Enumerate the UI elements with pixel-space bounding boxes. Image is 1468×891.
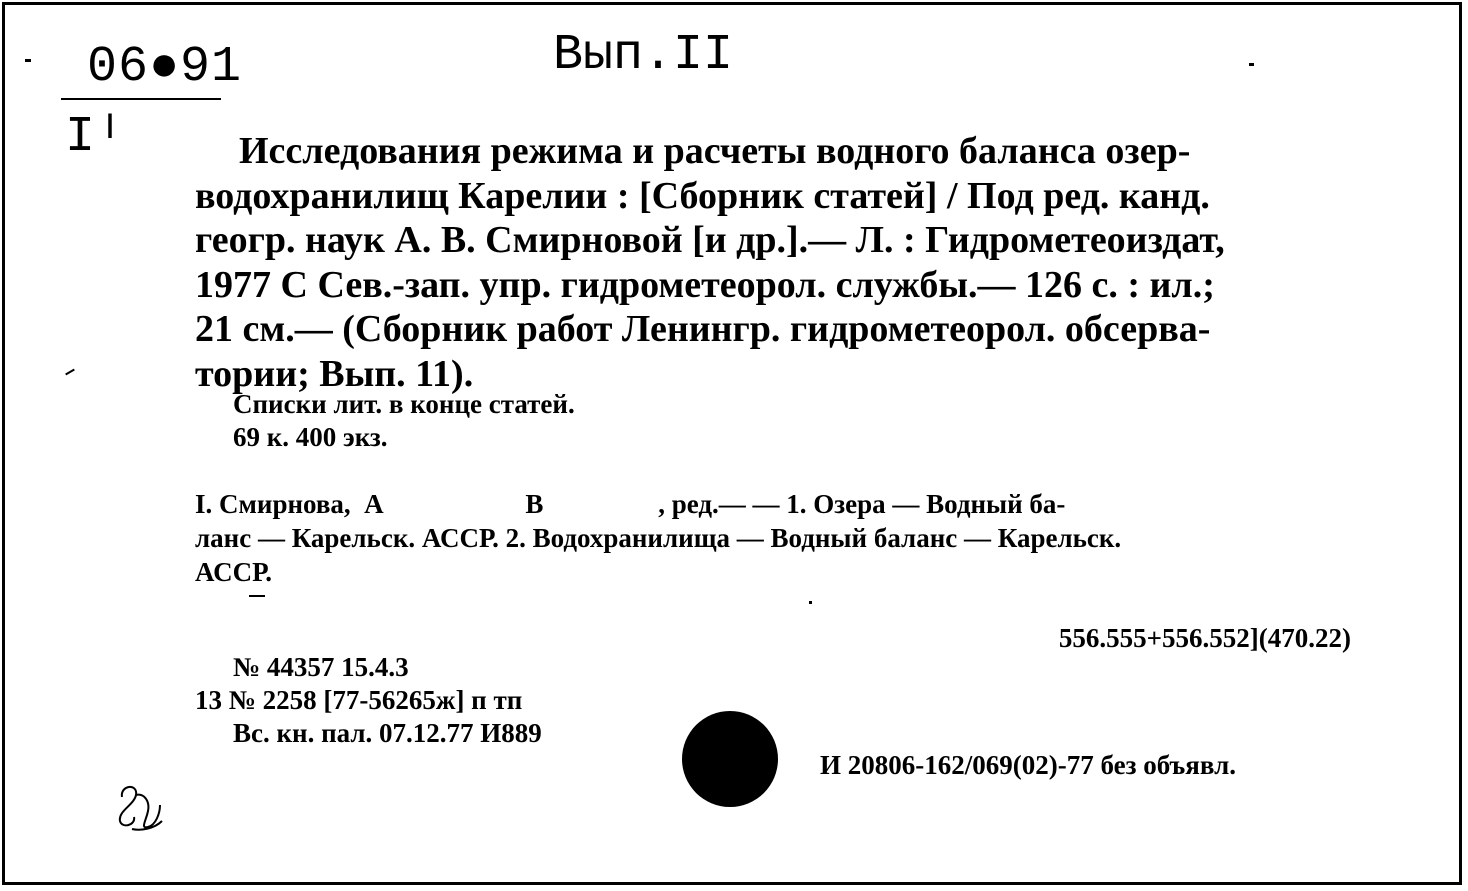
description-line: тории; Вып. 11). (195, 352, 474, 395)
ink-speck (25, 59, 31, 62)
bibliography-note: Списки лит. в конце статей. (233, 389, 575, 419)
publication-info (195, 651, 542, 750)
ink-speck (65, 369, 75, 376)
call-number: 06●91 (87, 39, 243, 96)
tracings (195, 487, 1365, 589)
tracing-line: ланс — Карельск. АССР. 2. Водохранилища — Водный баланс — Карельск. (195, 523, 1122, 553)
ink-speck (809, 601, 812, 604)
publication-order: 13 № 2258 [77-56265ж] п тп (195, 685, 523, 715)
price-note: 69 к. 400 экз. (233, 422, 388, 452)
publisher-index: И 20806-162/069(02)-77 без объявл. (820, 750, 1236, 780)
description-line: геогр. наук А. В. Смирновой [и др.].— Л. : Гидрометеоиздат, (195, 219, 1225, 261)
publication-number: № 44357 15.4.3 (233, 652, 409, 682)
bibliographic-description (195, 129, 1365, 396)
description-line: Исследования режима и расчеты водного баланса озер- (239, 130, 1191, 172)
call-number-underline (61, 98, 221, 100)
notes (233, 388, 575, 454)
shelf-mark: Iᴵ (65, 109, 126, 166)
tracing-line: I. Смирнова, А В , ред.— — 1. Озера — Водный ба- (195, 489, 1066, 519)
punch-hole (682, 711, 778, 807)
catalog-card (2, 2, 1462, 885)
udc-classification: 556.555+556.552](470.22) (1058, 623, 1351, 653)
description-line: 21 см.— (Сборник работ Ленингр. гидрометеорол. обсерва- (195, 308, 1211, 350)
description-line: водохранилищ Карелии : [Сборник статей] / Под ред. канд. (195, 174, 1210, 217)
volume-label: Вып.II (553, 27, 734, 84)
ink-speck (249, 595, 265, 597)
book-chamber-record: Вс. кн. пал. 07.12.77 И889 (233, 718, 542, 748)
tracing-line: АССР. (195, 557, 273, 587)
handwritten-mark-icon (110, 777, 170, 837)
ink-speck (1249, 63, 1254, 66)
description-line: 1977 С Сев.-зап. упр. гидрометеорол. службы.— 126 с. : ил.; (195, 263, 1215, 306)
